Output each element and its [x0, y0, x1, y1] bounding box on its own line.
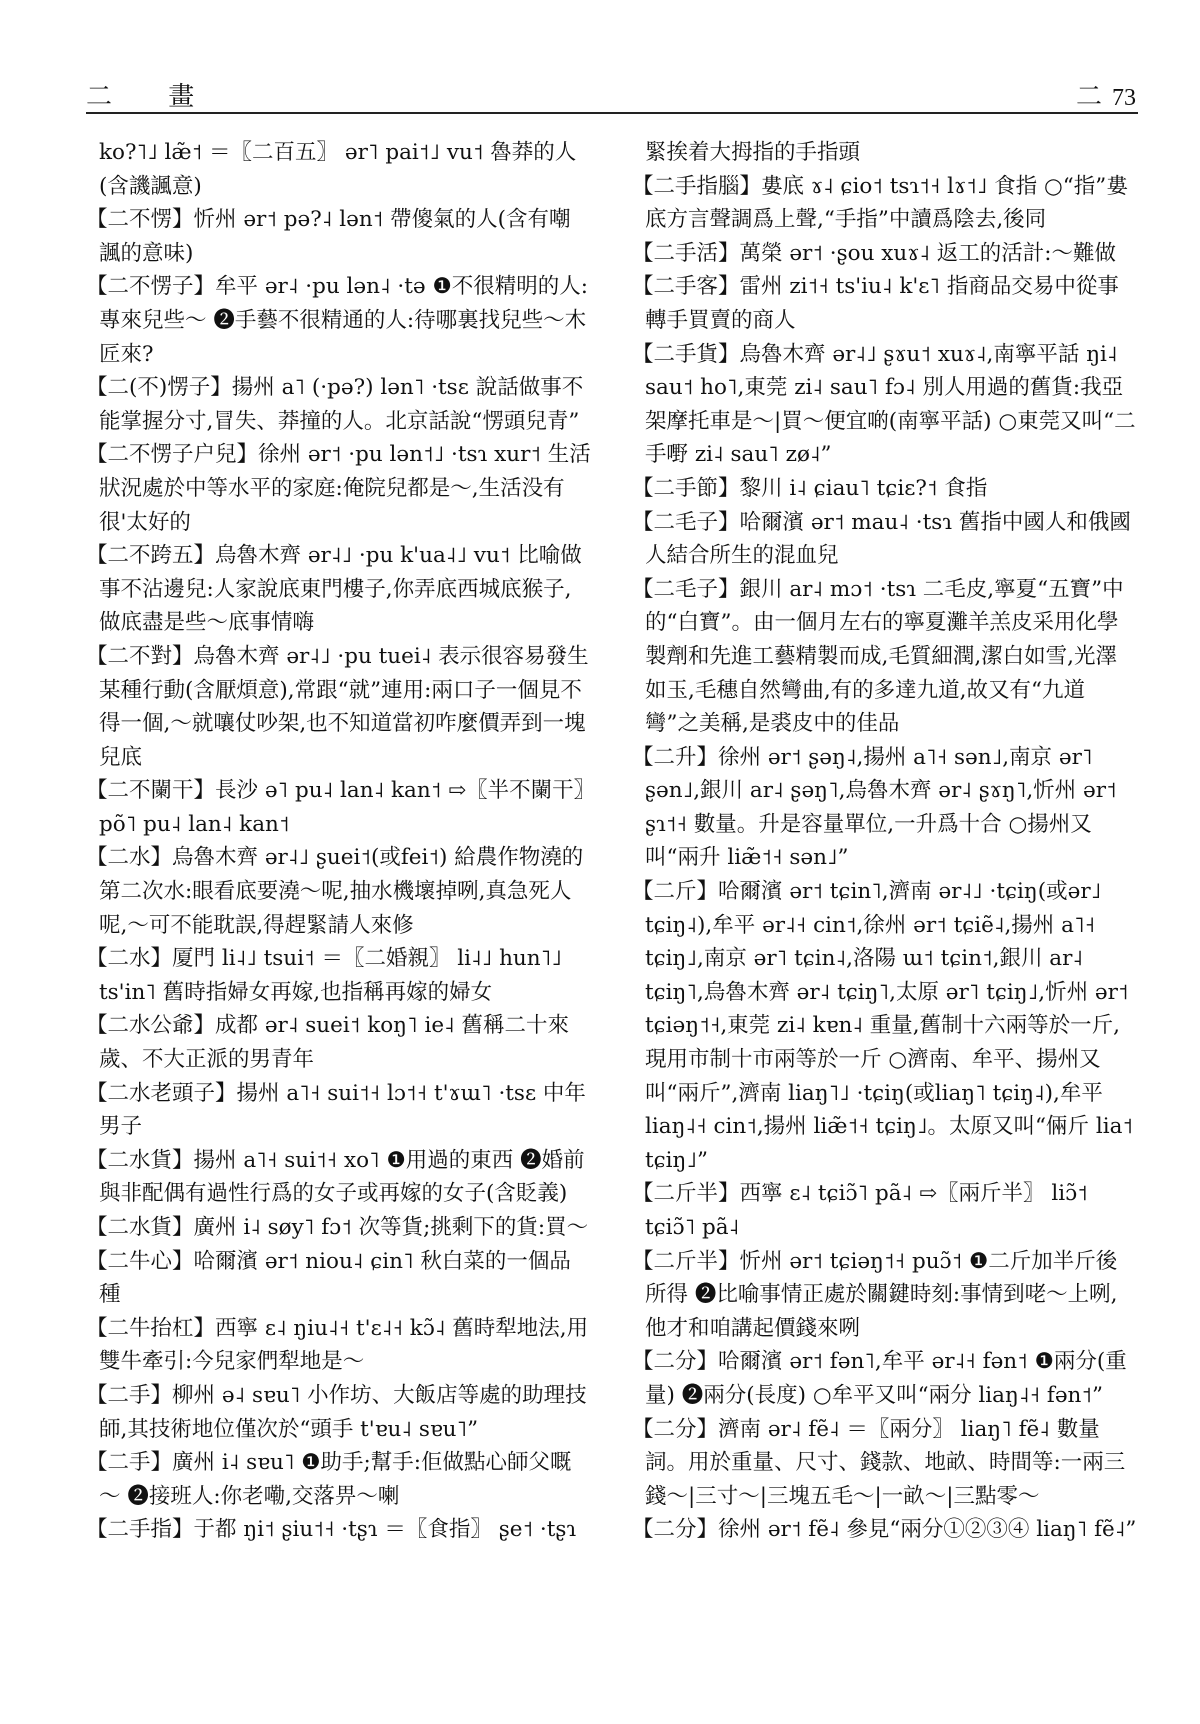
dictionary-entry: 【二不愣】忻州 ər˦ pə?˨ lən˦ 帶傻氣的人(含有嘲諷的意味)	[86, 207, 571, 266]
dictionary-entry: 【二牛心】哈爾濱 ər˦ niou˨ ɕin˥ 秋白菜的一個品種	[86, 1248, 571, 1308]
dictionary-entry: 【二毛子】哈爾濱 ər˦ mau˨ ·tsɿ 舊指中國人和俄國人結合所生的混血兒	[632, 509, 1131, 569]
dictionary-entry: 【二水貨】廣州 i˨ søy˥ fɔ˦ 次等貨;挑剩下的貨:買～	[86, 1215, 589, 1240]
dictionary-entry: 【二不愣子】牟平 ər˨ ·pu lən˨ ·tə ❶不很精明的人:專來兒些～ ❷手藝不很精通的人:待哪裏找兒些～木匠來?	[86, 274, 588, 367]
dictionary-entry: 【二手客】雷州 zi˦˧ ts'iu˨ k'ɛ˥ 指商品交易中從事轉手買賣的商人	[632, 274, 1119, 333]
dictionary-entry: 【二分】濟南 ər˨ fẽ˨ ＝〖兩分〗 liaŋ˥ fẽ˨ 數量詞。用於重量、尺寸、錢款、地畝、時間等:一兩三錢～|三寸～|三塊五毛～|一畝～|三點零～	[632, 1416, 1126, 1509]
dictionary-entry: 【二不對】烏魯木齊 ər˨˩ ·pu tuei˨ 表示很容易發生某種行動(含厭煩意),常跟“就”連用:兩口子一個見不得一個,～就嚷仗吵架,也不知道當初咋麼價弄到一塊兒底	[86, 643, 589, 770]
dictionary-entry: 【二不跨五】烏魯木齊 ər˨˩ ·pu k'ua˨˩ vu˦ 比喻做事不沾邊兒:人家說底東門樓子,你弄底西城底猴子,做底盡是些～底事情嗨	[86, 543, 582, 636]
dictionary-entry: 【二水】烏魯木齊 ər˨˩ ʂuei˦(或fei˦) 給農作物澆的第二次水:眼看底要澆～呢,抽水機壞掉咧,真急死人呢,～可不能耽誤,得趕緊請人來修	[86, 845, 584, 938]
dictionary-entry: 【二手指腦】婁底 ɤ˨ ɕio˦ tsɿ˦˧ lɤ˦˩ 食指 ○“指”婁底方言聲調爲上聲,“手指”中讀爲陰去,後同	[632, 173, 1128, 233]
dictionary-entry: 【二(不)愣子】揚州 a˥ (·pə?) lən˥ ·tsɛ 說話做事不能掌握分寸,冒失、莽撞的人。北京話說“愣頭兒青”	[86, 375, 584, 434]
dictionary-entry: 【二斤半】西寧 ɛ˨ tɕiɔ̃˥ pã˨ ⇨〖兩斤半〗 liɔ̃˦ tɕiɔ̃˥ pã˨	[632, 1181, 1088, 1240]
dictionary-entry: 【二手活】萬榮 ər˦ ·ʂou xuɤ˨ 返工的活計:～難做	[632, 240, 1117, 266]
dictionary-entry: 【二分】徐州 ər˦ fẽ˨ 參見“兩分①②③④ liaŋ˥ fẽ˨”	[632, 1517, 1137, 1543]
dictionary-entry: 【二手節】黎川 i˨ ɕiau˥ tɕiɛ?˦ 食指	[632, 475, 988, 501]
header-rule	[86, 112, 1138, 114]
dictionary-entry: 【二不愣子户兒】徐州 ər˦ ·pu lən˦˩ ·tsɿ xur˦ 生活狀況處於中等水平的家庭:俺院兒都是～,生活没有很'太好的	[86, 442, 591, 535]
dictionary-entry: 【二手指】于都 ŋi˦ ʂiu˦˧ ·tʂɿ ＝〖食指〗 ʂe˦ ·tʂɿ	[86, 1517, 577, 1543]
dictionary-entry: 【二斤】哈爾濱 ər˦ tɕin˥,濟南 ər˨˩ ·tɕiŋ(或ər˩ tɕiŋ˨),牟平 ər˨˧ cin˦,徐州 ər˦ tɕiẽ˨,揚州 a˥˧ tɕiŋ˩,南京 ər˥ tɕin˨,洛陽 ɯ˦ tɕin˦,銀川 ar˨ tɕiŋ˥,烏魯木齊 ər˨ tɕiŋ˥,太原 ər˥ tɕiŋ˩,忻州 ər˦ tɕiəŋ˦˧,東莞 zi˨ kɐn˨ 重量,舊制十六兩等於一斤,現用市制十市兩等於一斤 ○濟南、牟平、揚州又叫“兩斤”,濟南 liaŋ˥˩ ·tɕiŋ(或liaŋ˥ tɕiŋ˨),牟平 liaŋ˨˧ cin˦,揚州 liæ̃˦˧ tɕiŋ˩。太原又叫“倆斤 lia˦ tɕiŋ˩”	[632, 879, 1134, 1173]
section-title: 二 畫	[86, 82, 219, 112]
dictionary-entry: 【二手貨】烏魯木齊 ər˨˩ ʂɤu˦ xuɤ˨,南寧平話 ŋi˨ sau˦ ho˥,東莞 zi˨ sau˥ fɔ˨ 別人用過的舊貨:我亞架摩托車是～|買～便宜啲(南寧平話) ○東莞又叫“二手嘢 zi˨ sau˥ zø˨”	[632, 341, 1136, 468]
dictionary-entry: 【二水貨】揚州 a˥˧ sui˦˧ xo˥ ❶用過的東西 ❷婚前與非配偶有過性行爲的女子或再嫁的女子(含貶義)	[86, 1147, 585, 1207]
dictionary-entry: 緊挨着大拇指的手指頭	[645, 140, 861, 165]
dictionary-entry: 【二牛抬杠】西寧 ɛ˨ ŋiu˨˧ t'ɛ˨˧ kɔ̃˨ 舊時犁地法,用雙牛牽引:今兒家們犁地是～	[86, 1315, 589, 1375]
dictionary-entry: 【二毛子】銀川 ar˨ mɔ˦ ·tsɿ 二毛皮,寧夏“五寶”中的“白寶”。由一個月左右的寧夏灘羊羔皮采用化學製劑和先進工藝精製而成,毛質細潤,潔白如雪,光澤如玉,毛穗自然彎曲,有的多達九道,故又有“九道彎”之美稱,是裘皮中的佳品	[632, 576, 1124, 737]
page-number: 73	[1112, 85, 1136, 111]
running-head	[1076, 76, 1136, 113]
dictionary-entry: 【二分】哈爾濱 ər˦ fən˥,牟平 ər˨˧ fən˦ ❶兩分(重量) ❷兩分(長度) ○牟平又叫“兩分 liaŋ˨˧ fən˦”	[632, 1349, 1127, 1408]
dictionary-entry: 【二斤半】忻州 ər˦ tɕiəŋ˦˧ puɔ̃˦ ❶二斤加半斤後所得 ❷比喻事情正處於關鍵時刻:事情到咾～上咧,他才和咱講起價錢來咧	[632, 1248, 1118, 1341]
dictionary-entry: ko?˥˩ læ̃˦ ＝〖二百五〗 ər˥ pai˦˩ vu˦ 魯莽的人(含譏諷意)	[99, 140, 577, 199]
dictionary-entry: 【二不闌干】長沙 ə˥ pu˨ lan˨ kan˦ ⇨〖半不闌干〗põ˥ pu˨ lan˨ kan˦	[86, 778, 585, 837]
left-column	[86, 136, 591, 1547]
dictionary-entry: 【二手】廣州 i˨ sɐu˥ ❶助手;幫手:佢做點心師父嘅～ ❷接班人:你老嘞,交落畀～喇	[86, 1450, 572, 1509]
dictionary-entry: 【二水】厦門 li˨˩ tsui˦ ＝〖二婚親〗 li˨˩ hun˥˩ ts'in˥ 舊時指婦女再嫁,也指稱再嫁的婦女	[86, 946, 562, 1005]
section-mark: 二	[1075, 82, 1102, 112]
dictionary-entry: 【二水老頭子】揚州 a˥˧ sui˦˧ lɔ˦˧ t'ɤɯ˥ ·tsɛ 中年男子	[86, 1080, 586, 1140]
dictionary-entry: 【二手】柳州 ə˨ sɐu˥ 小作坊、大飯店等處的助理技師,其技術地位僅次於“頭手 t'ɐu˨ sɐu˥”	[86, 1382, 587, 1442]
right-column	[632, 136, 1137, 1547]
dictionary-entry: 【二水公爺】成都 ər˨ suei˦ koŋ˥ ie˨ 舊稱二十來歲、不大正派的男青年	[86, 1013, 569, 1073]
page-header	[86, 70, 1136, 110]
dictionary-entry: 【二升】徐州 ər˦ ʂəŋ˨,揚州 a˥˧ sən˩,南京 ər˥ ʂən˩,銀川 ar˨ ʂəŋ˥,烏魯木齊 ər˨ ʂɤŋ˥,忻州 ər˦ ʂɿ˦˧ 數量。升是容量單位,一升爲十合 ○揚州又叫“兩升 liæ̃˦˧ sən˩”	[632, 744, 1117, 871]
